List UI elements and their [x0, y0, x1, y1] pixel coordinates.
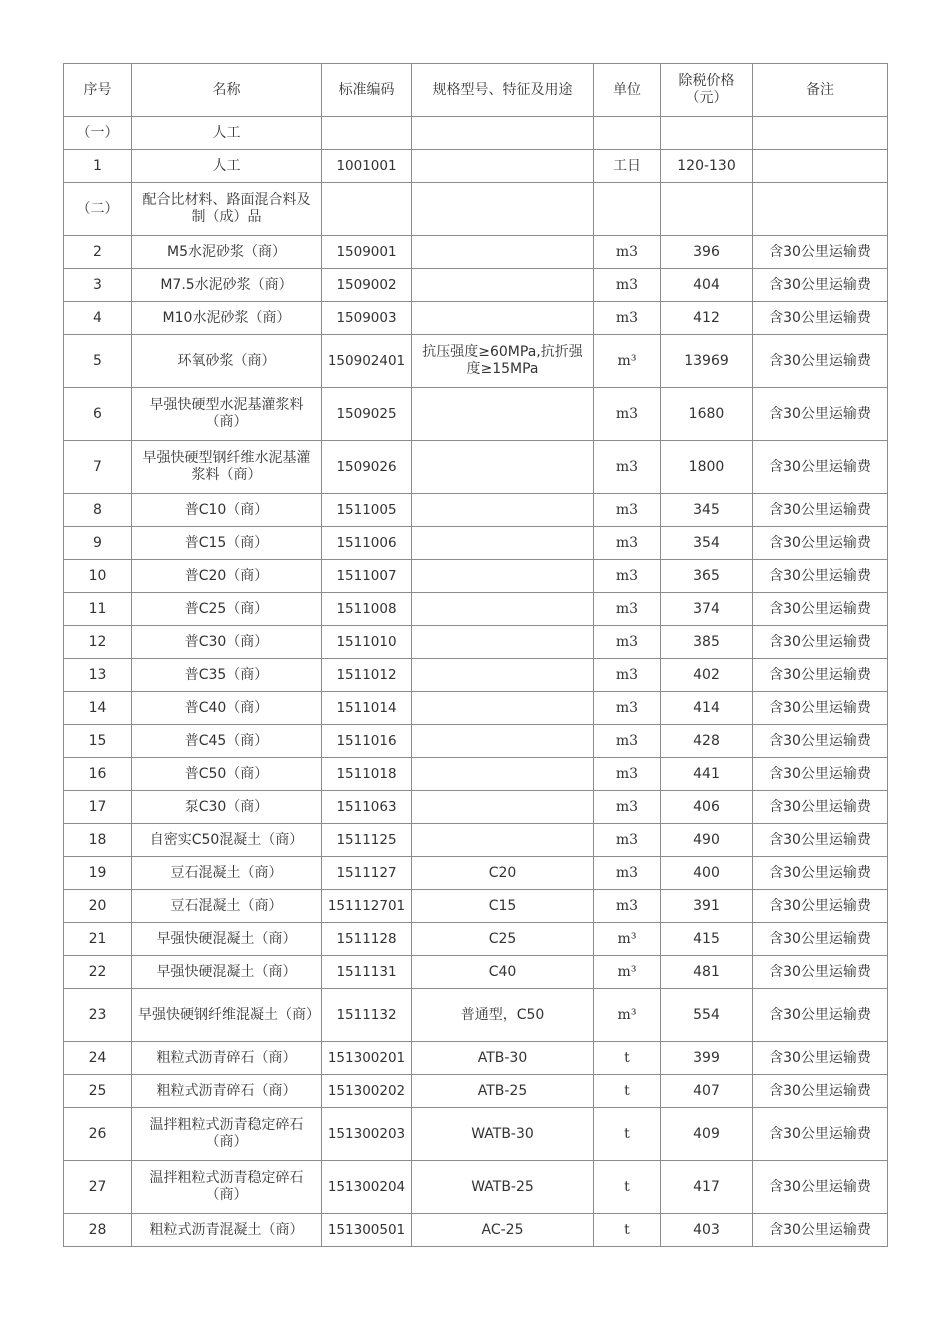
cell-spec [412, 560, 594, 593]
cell-seq: 11 [64, 593, 132, 626]
cell-name: 人工 [132, 117, 322, 150]
cell-spec: C40 [412, 956, 594, 989]
cell-code: 1509026 [322, 441, 412, 494]
cell-unit: m3 [594, 857, 661, 890]
cell-note: 含30公里运输费 [753, 1075, 888, 1108]
cell-unit: m3 [594, 302, 661, 335]
cell-seq: 26 [64, 1108, 132, 1161]
cell-note [753, 150, 888, 183]
cell-seq: 25 [64, 1075, 132, 1108]
table-row [64, 183, 888, 236]
cell-name: M5水泥砂浆（商） [132, 236, 322, 269]
cell-name: 早强快硬混凝土（商） [132, 923, 322, 956]
cell-price: 404 [661, 269, 753, 302]
table-row [64, 494, 888, 527]
cell-note: 含30公里运输费 [753, 335, 888, 388]
cell-name: 普C45（商） [132, 725, 322, 758]
cell-price: 428 [661, 725, 753, 758]
cell-code: 1511063 [322, 791, 412, 824]
cell-code: 151300204 [322, 1161, 412, 1214]
cell-seq: 20 [64, 890, 132, 923]
table-row [64, 758, 888, 791]
cell-spec [412, 527, 594, 560]
cell-price: 399 [661, 1042, 753, 1075]
cell-price: 385 [661, 626, 753, 659]
cell-name: 早强快硬型钢纤维水泥基灌浆料（商） [132, 441, 322, 494]
cell-unit: m3 [594, 626, 661, 659]
cell-spec [412, 626, 594, 659]
cell-name: 普C20（商） [132, 560, 322, 593]
cell-seq: 6 [64, 388, 132, 441]
cell-seq: （一） [64, 117, 132, 150]
cell-code: 1511016 [322, 725, 412, 758]
cell-seq: 21 [64, 923, 132, 956]
cell-spec [412, 388, 594, 441]
cell-seq: 22 [64, 956, 132, 989]
cell-seq: 10 [64, 560, 132, 593]
cell-note: 含30公里运输费 [753, 1108, 888, 1161]
cell-price: 403 [661, 1214, 753, 1247]
cell-note: 含30公里运输费 [753, 791, 888, 824]
cell-spec [412, 758, 594, 791]
cell-seq: 24 [64, 1042, 132, 1075]
cell-code: 151112701 [322, 890, 412, 923]
cell-seq: 3 [64, 269, 132, 302]
cell-seq: 2 [64, 236, 132, 269]
cell-unit: m3 [594, 692, 661, 725]
cell-spec: C25 [412, 923, 594, 956]
cell-unit: m3 [594, 441, 661, 494]
cell-seq: 18 [64, 824, 132, 857]
header-code: 标准编码 [322, 64, 412, 117]
cell-note: 含30公里运输费 [753, 527, 888, 560]
cell-seq: 4 [64, 302, 132, 335]
header-note: 备注 [753, 64, 888, 117]
cell-note: 含30公里运输费 [753, 302, 888, 335]
cell-unit: 工日 [594, 150, 661, 183]
cell-name: 环氧砂浆（商） [132, 335, 322, 388]
table-row [64, 1161, 888, 1214]
cell-code: 151300202 [322, 1075, 412, 1108]
table-row [64, 1214, 888, 1247]
cell-seq: 1 [64, 150, 132, 183]
cell-code: 150902401 [322, 335, 412, 388]
cell-unit: t [594, 1075, 661, 1108]
cell-unit: t [594, 1108, 661, 1161]
cell-unit: m3 [594, 593, 661, 626]
cell-seq: 28 [64, 1214, 132, 1247]
cell-name: 普C10（商） [132, 494, 322, 527]
table-row [64, 791, 888, 824]
cell-price: 412 [661, 302, 753, 335]
cell-unit: m3 [594, 494, 661, 527]
header-price: 除税价格（元） [661, 64, 753, 117]
cell-name: 泵C30（商） [132, 791, 322, 824]
cell-unit: m3 [594, 269, 661, 302]
table-row [64, 1108, 888, 1161]
cell-spec: AC-25 [412, 1214, 594, 1247]
cell-note: 含30公里运输费 [753, 659, 888, 692]
cell-note: 含30公里运输费 [753, 388, 888, 441]
cell-code: 1509002 [322, 269, 412, 302]
cell-spec: ATB-30 [412, 1042, 594, 1075]
cell-code: 1511014 [322, 692, 412, 725]
cell-seq: 7 [64, 441, 132, 494]
cell-seq: 16 [64, 758, 132, 791]
cell-price: 1800 [661, 441, 753, 494]
cell-code: 151300203 [322, 1108, 412, 1161]
cell-unit: m3 [594, 758, 661, 791]
cell-price [661, 183, 753, 236]
cell-code [322, 117, 412, 150]
cell-spec: WATB-30 [412, 1108, 594, 1161]
cell-price: 365 [661, 560, 753, 593]
cell-seq: 5 [64, 335, 132, 388]
cell-unit: m3 [594, 236, 661, 269]
header-spec: 规格型号、特征及用途 [412, 64, 594, 117]
cell-name: 普C35（商） [132, 659, 322, 692]
cell-spec [412, 593, 594, 626]
cell-spec [412, 725, 594, 758]
cell-note: 含30公里运输费 [753, 824, 888, 857]
cell-name: 普C25（商） [132, 593, 322, 626]
cell-code: 151300201 [322, 1042, 412, 1075]
cell-unit: m3 [594, 659, 661, 692]
cell-seq: 8 [64, 494, 132, 527]
cell-price: 406 [661, 791, 753, 824]
header-row [64, 64, 888, 117]
cell-name: 温拌粗粒式沥青稳定碎石（商） [132, 1108, 322, 1161]
cell-note: 含30公里运输费 [753, 593, 888, 626]
cell-code: 1509003 [322, 302, 412, 335]
cell-price: 490 [661, 824, 753, 857]
cell-seq: 23 [64, 989, 132, 1042]
cell-code: 1511012 [322, 659, 412, 692]
cell-unit [594, 117, 661, 150]
cell-unit: m3 [594, 890, 661, 923]
cell-seq: 27 [64, 1161, 132, 1214]
cell-price: 354 [661, 527, 753, 560]
cell-seq: 9 [64, 527, 132, 560]
cell-unit: m³ [594, 989, 661, 1042]
cell-spec: C20 [412, 857, 594, 890]
cell-spec [412, 269, 594, 302]
cell-name: 普C30（商） [132, 626, 322, 659]
cell-note: 含30公里运输费 [753, 692, 888, 725]
cell-spec [412, 494, 594, 527]
cell-spec: WATB-25 [412, 1161, 594, 1214]
cell-code: 1001001 [322, 150, 412, 183]
cell-note: 含30公里运输费 [753, 989, 888, 1042]
cell-spec [412, 441, 594, 494]
cell-code: 151300501 [322, 1214, 412, 1247]
cell-name: 粗粒式沥青碎石（商） [132, 1042, 322, 1075]
cell-unit: m3 [594, 560, 661, 593]
cell-spec: 抗压强度≥60MPa,抗折强度≥15MPa [412, 335, 594, 388]
cell-unit: t [594, 1161, 661, 1214]
cell-price: 396 [661, 236, 753, 269]
cell-spec [412, 824, 594, 857]
cell-price: 481 [661, 956, 753, 989]
cell-code: 1509001 [322, 236, 412, 269]
table-row [64, 725, 888, 758]
cell-price: 554 [661, 989, 753, 1042]
cell-seq: 19 [64, 857, 132, 890]
table-row [64, 857, 888, 890]
table-row [64, 117, 888, 150]
table-row [64, 923, 888, 956]
cell-note: 含30公里运输费 [753, 725, 888, 758]
table-row [64, 236, 888, 269]
table-row [64, 388, 888, 441]
cell-name: 粗粒式沥青混凝土（商） [132, 1214, 322, 1247]
cell-price: 409 [661, 1108, 753, 1161]
cell-code: 1511131 [322, 956, 412, 989]
cell-name: 普C15（商） [132, 527, 322, 560]
cell-seq: 17 [64, 791, 132, 824]
cell-code: 1511125 [322, 824, 412, 857]
cell-unit [594, 183, 661, 236]
table-row [64, 989, 888, 1042]
cell-note: 含30公里运输费 [753, 560, 888, 593]
cell-price: 415 [661, 923, 753, 956]
cell-name: 普C50（商） [132, 758, 322, 791]
cell-note: 含30公里运输费 [753, 1214, 888, 1247]
cell-spec: C15 [412, 890, 594, 923]
cell-unit: t [594, 1214, 661, 1247]
cell-note [753, 117, 888, 150]
cell-unit: m3 [594, 527, 661, 560]
cell-code: 1511006 [322, 527, 412, 560]
cell-price: 417 [661, 1161, 753, 1214]
cell-note: 含30公里运输费 [753, 923, 888, 956]
table-row [64, 956, 888, 989]
cell-unit: m³ [594, 335, 661, 388]
table-row [64, 1042, 888, 1075]
cell-spec [412, 150, 594, 183]
table-row [64, 626, 888, 659]
table-row [64, 1075, 888, 1108]
table-row [64, 335, 888, 388]
cell-name: 自密实C50混凝土（商） [132, 824, 322, 857]
table-row [64, 527, 888, 560]
cell-price: 120-130 [661, 150, 753, 183]
cell-unit: m³ [594, 923, 661, 956]
cell-price: 13969 [661, 335, 753, 388]
cell-spec [412, 791, 594, 824]
cell-unit: m3 [594, 388, 661, 441]
cell-spec: ATB-25 [412, 1075, 594, 1108]
cell-code [322, 183, 412, 236]
cell-unit: t [594, 1042, 661, 1075]
cell-spec [412, 117, 594, 150]
cell-seq: 15 [64, 725, 132, 758]
table-row [64, 302, 888, 335]
cell-seq: 13 [64, 659, 132, 692]
table-row [64, 890, 888, 923]
cell-unit: m³ [594, 956, 661, 989]
header-seq: 序号 [64, 64, 132, 117]
cell-name: 豆石混凝土（商） [132, 890, 322, 923]
cell-price: 414 [661, 692, 753, 725]
table-row [64, 560, 888, 593]
cell-name: 豆石混凝土（商） [132, 857, 322, 890]
cell-unit: m3 [594, 725, 661, 758]
table-row [64, 269, 888, 302]
cell-spec [412, 236, 594, 269]
header-name: 名称 [132, 64, 322, 117]
cell-note: 含30公里运输费 [753, 1161, 888, 1214]
cell-price [661, 117, 753, 150]
cell-note [753, 183, 888, 236]
cell-price: 402 [661, 659, 753, 692]
cell-note: 含30公里运输费 [753, 236, 888, 269]
cell-seq: 12 [64, 626, 132, 659]
cell-price: 345 [661, 494, 753, 527]
cell-spec [412, 692, 594, 725]
cell-code: 1511010 [322, 626, 412, 659]
cell-name: M10水泥砂浆（商） [132, 302, 322, 335]
table-row [64, 824, 888, 857]
cell-note: 含30公里运输费 [753, 441, 888, 494]
cell-code: 1511018 [322, 758, 412, 791]
cell-note: 含30公里运输费 [753, 758, 888, 791]
cell-price: 1680 [661, 388, 753, 441]
cell-code: 1511005 [322, 494, 412, 527]
table-row [64, 659, 888, 692]
cell-code: 1511128 [322, 923, 412, 956]
cell-note: 含30公里运输费 [753, 494, 888, 527]
cell-name: 配合比材料、路面混合料及制（成）品 [132, 183, 322, 236]
cell-unit: m3 [594, 824, 661, 857]
cell-name: 粗粒式沥青碎石（商） [132, 1075, 322, 1108]
table-body [64, 117, 888, 1247]
cell-code: 1511008 [322, 593, 412, 626]
cell-name: 人工 [132, 150, 322, 183]
cell-code: 1511132 [322, 989, 412, 1042]
cell-seq: 14 [64, 692, 132, 725]
price-table [63, 63, 888, 1247]
cell-note: 含30公里运输费 [753, 269, 888, 302]
cell-price: 374 [661, 593, 753, 626]
cell-name: 早强快硬型水泥基灌浆料（商） [132, 388, 322, 441]
cell-code: 1509025 [322, 388, 412, 441]
cell-note: 含30公里运输费 [753, 1042, 888, 1075]
cell-spec [412, 183, 594, 236]
cell-name: 早强快硬混凝土（商） [132, 956, 322, 989]
table-row [64, 441, 888, 494]
cell-note: 含30公里运输费 [753, 857, 888, 890]
table-row [64, 150, 888, 183]
table-row [64, 593, 888, 626]
cell-code: 1511007 [322, 560, 412, 593]
cell-seq: （二） [64, 183, 132, 236]
cell-unit: m3 [594, 791, 661, 824]
cell-code: 1511127 [322, 857, 412, 890]
cell-name: 普C40（商） [132, 692, 322, 725]
cell-price: 400 [661, 857, 753, 890]
cell-name: M7.5水泥砂浆（商） [132, 269, 322, 302]
cell-spec [412, 659, 594, 692]
cell-note: 含30公里运输费 [753, 956, 888, 989]
cell-name: 早强快硬钢纤维混凝土（商） [132, 989, 322, 1042]
cell-note: 含30公里运输费 [753, 890, 888, 923]
cell-price: 391 [661, 890, 753, 923]
cell-spec [412, 302, 594, 335]
cell-name: 温拌粗粒式沥青稳定碎石（商） [132, 1161, 322, 1214]
header-unit: 单位 [594, 64, 661, 117]
cell-price: 441 [661, 758, 753, 791]
table-row [64, 692, 888, 725]
cell-note: 含30公里运输费 [753, 626, 888, 659]
cell-spec: 普通型，C50 [412, 989, 594, 1042]
cell-price: 407 [661, 1075, 753, 1108]
